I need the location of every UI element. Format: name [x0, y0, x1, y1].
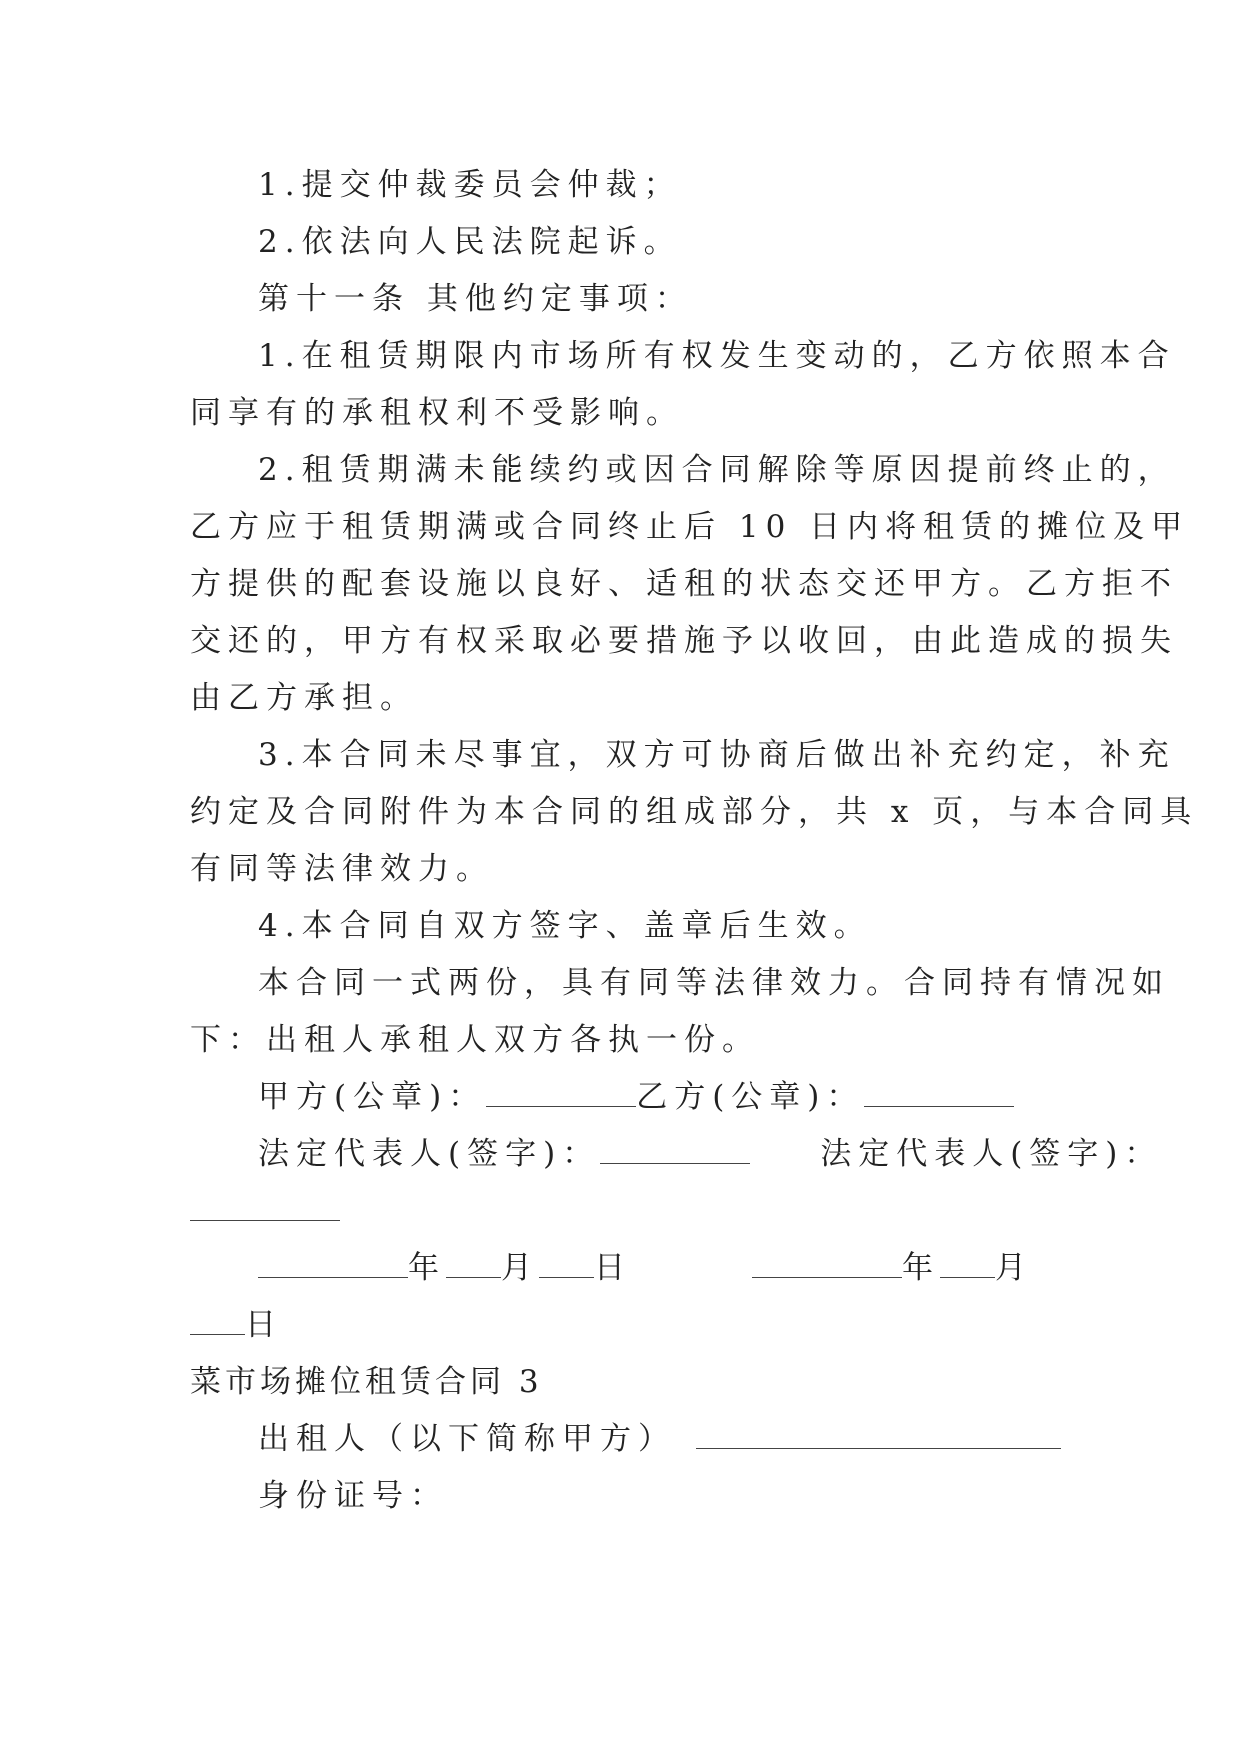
clause-line: 同享有的承租权利不受影响。	[190, 395, 684, 431]
month-b-blank[interactable]	[940, 1251, 995, 1278]
year-b-label: 年	[902, 1250, 940, 1286]
clause-line: 2.租赁期满未能续约或因合同解除等原因提前终止的，	[258, 452, 1176, 488]
clause-line: 乙方应于租赁期满或合同终止后 10 日内将租赁的摊位及甲	[190, 509, 1190, 545]
rep-a-blank[interactable]	[600, 1137, 750, 1164]
clause-line: 3.本合同未尽事宜，双方可协商后做出补充约定，补充	[258, 737, 1176, 773]
date-row	[258, 1248, 1033, 1288]
year-a-label: 年	[408, 1250, 446, 1286]
rep-a-label: 法定代表人(签字)：	[258, 1136, 601, 1172]
year-a-blank[interactable]	[258, 1251, 408, 1278]
clause-line: 1.在租赁期限内市场所有权发生变动的，乙方依照本合	[258, 338, 1176, 374]
party-b-seal-blank[interactable]	[864, 1080, 1014, 1107]
year-b-blank[interactable]	[752, 1251, 902, 1278]
party-a-seal-blank[interactable]	[486, 1080, 636, 1107]
lessor-label: 出租人（以下简称甲方）	[258, 1421, 676, 1457]
clause-line: 约定及合同附件为本合同的组成部分，共 x 页，与本合同具	[190, 794, 1199, 830]
representative-row	[258, 1134, 1162, 1174]
clause-line: 有同等法律效力。	[190, 851, 494, 887]
id-number-label: 身份证号：	[258, 1478, 448, 1514]
party-a-seal-label: 甲方(公章)：	[258, 1079, 487, 1115]
clause-line: 交还的，甲方有权采取必要措施予以收回，由此造成的损失	[190, 623, 1178, 659]
clause-line: 由乙方承担。	[190, 680, 418, 716]
month-b-label: 月	[995, 1250, 1033, 1286]
month-a-label: 月	[501, 1250, 539, 1286]
clause-line: 本合同一式两份，具有同等法律效力。合同持有情况如	[258, 965, 1170, 1001]
day-a-blank[interactable]	[539, 1251, 594, 1278]
rep-b-blank[interactable]	[190, 1194, 340, 1221]
clause-line: 2.依法向人民法院起诉。	[258, 224, 682, 260]
clause-line: 方提供的配套设施以良好、适租的状态交还甲方。乙方拒不	[190, 566, 1178, 602]
clause-line: 下：出租人承租人双方各执一份。	[190, 1022, 760, 1058]
date-row-continued	[190, 1305, 283, 1345]
clause-line: 4.本合同自双方签字、盖章后生效。	[258, 908, 872, 944]
rep-b-label: 法定代表人(签字)：	[820, 1136, 1163, 1172]
rep-b-blank-row	[190, 1191, 340, 1231]
day-a-label: 日	[594, 1250, 632, 1286]
section-title: 菜市场摊位租赁合同 3	[190, 1364, 543, 1400]
lessor-blank[interactable]	[696, 1422, 1061, 1449]
lessor-row	[258, 1419, 1061, 1459]
day-b-blank[interactable]	[190, 1308, 245, 1335]
clause-line: 1.提交仲裁委员会仲裁；	[258, 167, 682, 203]
month-a-blank[interactable]	[446, 1251, 501, 1278]
day-b-label: 日	[245, 1307, 283, 1343]
seal-row	[258, 1077, 1014, 1117]
party-b-seal-label: 乙方(公章)：	[636, 1079, 865, 1115]
article-heading: 第十一条 其他约定事项：	[258, 281, 693, 317]
